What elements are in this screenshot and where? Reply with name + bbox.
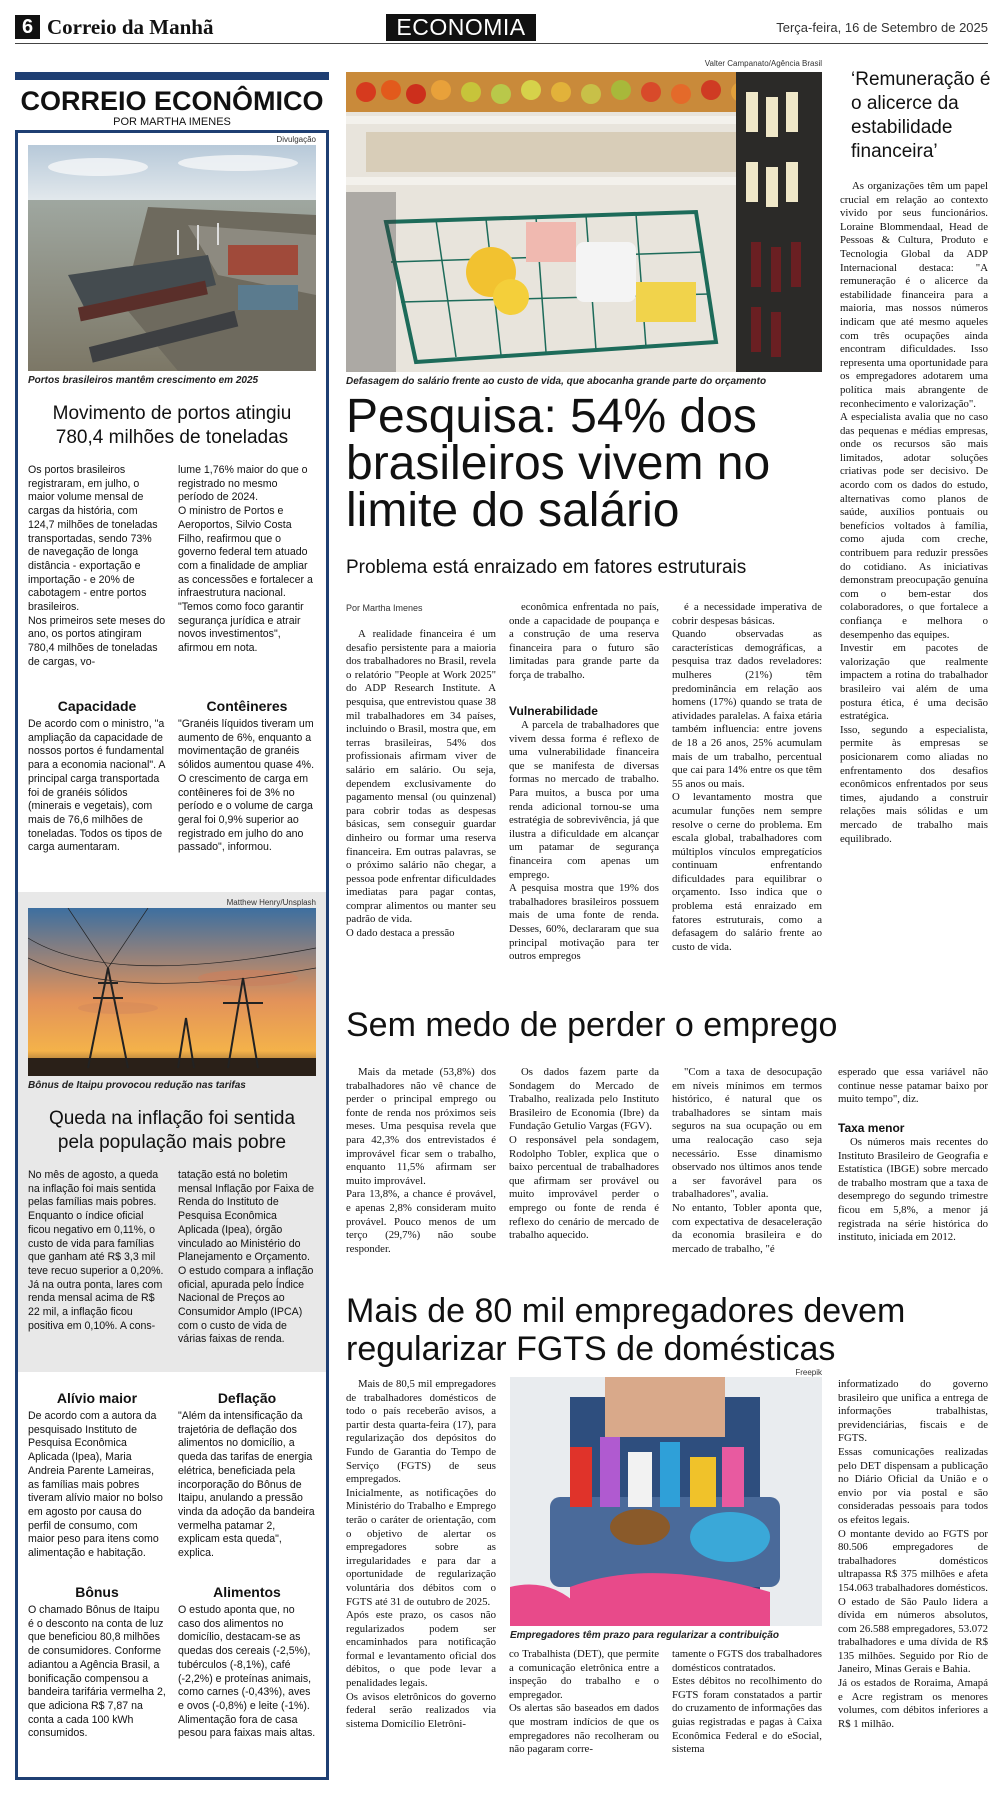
story-headline: Movimento de portos atingiu 780,4 milhões de toneladas xyxy=(52,403,292,448)
power-lines-photo xyxy=(28,908,316,1076)
article-text: A parcela de trabalhadores que vivem dessa forma é reflexo de uma vulnerabilidade financeira que se manifesta de diversas formas no mercado de trabalho. Para muitos, a busca por uma renda adicional tornou-se uma estratégia de sobrevivência, já que ilustra a dificuldade em alcançar um patamar de segurança financeira com apenas um emprego. A pesquisa mostra que 19% dos trabalhadores brasileiros possuem mais de uma fonte de renda. Desses, 60%, declararam que sua principal motivação para ter outros empregos xyxy=(509,719,659,963)
story-text: O chamado Bônus de Itaipu é o desconto na conta de luz que beneficiou 80,8 milhões de consumidores. Conforme adiantou a Agência Brasil, a bonificação compensou a bandeira tarifária vermelha 2, que adiciona R$ 7,87 na conta a cada 100 kWh consumidos. xyxy=(28,1604,166,1740)
article-text: é a necessidade imperativa de cobrir despesas básicas. Quando observadas as características demográficas, a pesquisa traz dados reveladores: mulheres (21%) têm predominância em relação aos homens (17%) quando se trata de atividades paralelas. A faixa etária também influencia: entre jovens de 18 a 26 anos, 25% acumulam mais de um trabalho, percentual que cai para 14% entre os que têm 55 anos ou mais. O levantamento mostra que acumular funções nem sempre resolve o cerne do problema. Em escala global, trabalhadores com múltiplos vínculos empregatícios continuam enfrentando dificuldades para equilibrar o orçamento. Isso indica que o problema está enraizado em fatores estruturais, como a defasagem do salário frente ao custo de vida. xyxy=(672,601,822,953)
subheading: Vulnerabilidade xyxy=(509,704,598,718)
article-text: econômica enfrentada no país, onde a capacidade de poupança e a construção de uma reserva financeira para o futuro são limitadas para grande parte da força de trabalho. xyxy=(509,601,659,681)
photo-caption: Portos brasileiros mantêm crescimento em 2025 xyxy=(28,375,259,386)
subheading: Alívio maior xyxy=(56,1390,138,1406)
sidebar-top-bar xyxy=(15,72,329,80)
pull-quote: ‘Remuneração é o alicerce da estabilidade financeira’ xyxy=(851,69,991,162)
article-text: Mais de 80,5 mil empregadores de trabalhadores domésticos de todo o país receberão avisos, a partir desta quarta-feira (17), para regularização dos depósitos do Fundo de Garantia do Tempo de Serviço (FGTS) de seus empregados. Inicialmente, as notificações do Ministério do Trabalho e Emprego terão o caráter de orientação, com o objetivo de alertar os empregadores sobre as irregularidades e para dar a oportunidade de regularização voluntária dos débitos com o FGTS até 31 de outubro de 2025. Após este prazo, os casos não regularizados podem ser encaminhados para notificação formal e levantamento oficial dos débitos, o que pode levar a penalidades legais. Os avisos eletrônicos do governo federal serão realizados via sistema Domicílio Eletrôni- xyxy=(346,1378,496,1730)
photo-credit: Divulgação xyxy=(276,135,316,144)
subheading: Capacidade xyxy=(57,698,137,714)
photo-caption: Empregadores têm prazo para regularizar a contribuição xyxy=(510,1630,779,1641)
header-rule xyxy=(15,43,988,44)
article-text: "Com a taxa de desocupação em níveis mínimos em termos histórico, é natural que os trabalhadores se sintam mais seguros na sua ocupação ou em uma realocação caso seja necessário. Esse dinamismo observado nos últimos anos tende a ser favorável para os trabalhadores", avalia. No entanto, Tobler aponta que, com expectativa de desaceleração da economia brasileira e do mercado de trabalho, "é xyxy=(672,1066,822,1255)
subheading: Contêineres xyxy=(206,698,288,714)
article-text: tamente o FGTS dos trabalhadores domésticos contratados. Estes débitos no recolhimento do FGTS foram constatados a partir do cruzamento de informações das guias registradas e pagas à Caixa Econômica Federal e do eSocial, sistema xyxy=(672,1648,822,1756)
story-text: "Além da intensificação da trajetória de deflação dos alimentos no domicílio, a queda das tarifas de energia elétrica, beneficiada pela incorporação do Bônus de Itaipu, anulando a pressão vinda da adoção da bandeira vermelha patamar 2, explicam esta queda", explica. xyxy=(178,1410,315,1560)
story-text: tatação está no boletim mensal Inflação por Faixa de Renda do Instituto de Pesquisa Econômica Aplicada (Ipea), órgão vinculado ao Ministério do Planejamento e Orçamento. O estudo compara a inflação oficial, apurada pelo Índice Nacional de Preços ao Consumidor Amplo (IPCA) com o custo de vida de várias faixas de renda. xyxy=(178,1169,315,1346)
date: Terça-feira, 16 de Setembro de 2025 xyxy=(776,20,988,35)
story-text: De acordo com o ministro, "a ampliação da capacidade de nossos portos é fundamental para a economia nacional". A principal carga transportada foi de granéis sólidos (minerais e vegetais), com mais de 76,6 milhões de toneladas. Todos os tipos de carga aumentaram. xyxy=(28,718,165,854)
subheading: Deflação xyxy=(217,1390,277,1406)
photo-credit: Valter Campanato/Agência Brasil xyxy=(704,59,822,68)
section-headline: Sem medo de perder o emprego xyxy=(346,1006,838,1044)
story-text: No mês de agosto, a queda na inflação foi mais sentida pelas famílias mais pobres. Enquanto o índice oficial ficou negativo em 0,11%, o custo de vida para famílias que ganham até R$ 3,3 mil teve recuo superior a 0,20%. Já na outra ponta, lares com renda mensal acima de R$ 22 mil, a inflação ficou positiva em 0,10%. A cons- xyxy=(28,1169,164,1332)
story-text: De acordo com a autora da pesquisado Instituto de Pesquisa Econômica Aplicada (Ipea), Maria Andreia Parente Lameiras, as famílias mais pobres tiveram alívio maior no bolso em agosto por causa do perfil de consumo, com maior peso para itens como alimentação e habitação. xyxy=(28,1410,163,1560)
section-headline: Mais de 80 mil empregadores devem regularizar FGTS de domésticas xyxy=(346,1292,906,1368)
story-text: O estudo aponta que, no caso dos alimentos no domicílio, destacam-se as quedas dos cereais (-2,5%), tubérculos (-8,1%), café (-2,2%) e proteínas animais, como carnes (-0,43%), aves e ovos (-0,8%) e leite (-1%). Alimentação fora de casa pesou para faixas mais altas. xyxy=(178,1604,316,1740)
article-text: co Trabalhista (DET), que permite a comunicação eletrônica entre a inspeção do trabalho e o empregador. Os alertas são baseados em dados que mostram indícios de que os empregadores não recolheram ou não pagaram corre- xyxy=(509,1648,659,1756)
photo-caption: Bônus de Itaipu provocou redução nas tarifas xyxy=(28,1080,246,1091)
subheading: Taxa menor xyxy=(838,1121,905,1135)
subheading: Alimentos xyxy=(213,1584,281,1600)
main-deck: Problema está enraizado em fatores estruturais xyxy=(346,557,747,578)
article-text: Os dados fazem parte da Sondagem do Mercado de Trabalho, realizada pelo Instituto Brasileiro de Economia (Ibre) da Fundação Getulio Vargas (FGV). O responsável pela sondagem, Rodolpho Tobler, explica que o baixo percentual de trabalhadores que afirmam ser provável ou muito improvável perder o emprego ou fonte de renda é reflexo do cenário de mercado de trabalho aquecido. xyxy=(509,1066,659,1242)
photo-caption: Defasagem do salário frente ao custo de vida, que abocanha grande parte do orçamento xyxy=(346,376,767,387)
supermarket-photo xyxy=(346,72,822,372)
page-number: 6 xyxy=(15,15,40,39)
story-text: Os portos brasileiros registraram, em julho, o maior volume mensal de cargas da história, com 124,7 milhões de toneladas transportadas, sendo 73% de navegação de longa distância - exportação e importação - e 20% de cabotagem - entre portos brasileiros. Nos primeiros sete meses do ano, os portos atingiram 780,4 milhões de toneladas de cargas, vo- xyxy=(28,464,166,668)
story-headline: Queda na inflação foi sentida pela população mais pobre xyxy=(48,1108,296,1153)
article-text: esperado que essa variável não continue nesse patamar baixo por muito tempo", diz. xyxy=(838,1066,988,1106)
article-text: As organizações têm um papel crucial em relação ao contexto vivido por seus funcionários. Loraine Blommendaal, Head de Pessoas & Cultura, Produto e Tecnologia Global da ADP Internacional destaca: "A remuneração é o alicerce da estabilidade financeira para a maioria, mas nossos números indicam que até mesmo aqueles com três ocupações ainda encontram dificuldades. Isso representa uma oportunidade para os empregadores adotarem uma política mais abrangente de reconhecimento e valorização". A especialista avalia que no caso das pequenas e médias empresas, onde os recursos são mais limitados, adotar soluções criativas pode ser decisivo. De acordo com os dados do estudo, alternativas como planos de saúde, auxílios pontuais ou benefícios voltados à família, como ajuda com creche, contribuem para reduzir pressões do cotidiano. As iniciativas demonstram preocupação genuína com o bem-estar dos colaboradores, o que fortalece a confiança e melhora o desempenho das equipes. Investir em pacotes de valorização que realmente impactem a rotina do trabalhador brasileiro vai além de uma postura ética, é uma decisão estratégica. Isso, segundo a especialista, permite às empresas se posicionarem como aliadas no enfrentamento dos desafios econômicos enfrentados por seus times, ajudando a construir relações mais sólidas e um mercado de trabalho mais equilibrado. xyxy=(840,180,988,845)
story-text: "Granéis líquidos tiveram um aumento de 6%, enquanto a movimentação de granéis sólidos aumentou quase 4%. O crescimento de carga em contêineres foi de 3% no período e o volume de carga geral foi 0,9% superior ao registrado em julho do ano passado", informou. xyxy=(178,718,315,854)
byline: Por Martha Imenes xyxy=(346,603,423,613)
article-text: informatizado do governo brasileiro que unifica a entrega de informações trabalhistas, previdenciárias, fiscais e de FGTS. Essas comunicações realizadas pelo DET dispensam a publicação no Diário Oficial da União e o envio por via postal e são consideradas pessoais para todos os efeitos legais. O montante devido ao FGTS por 80.506 empregadores de trabalhadores domésticos ultrapassa R$ 375 milhões e afeta 154.063 trabalhadores domésticos. O estado de São Paulo lidera a dívida em números absolutos, com 26.588 empregadores, 53.072 trabalhadores e uma dívida de R$ 135 milhões. Seguido por Rio de Janeiro, Minas Gerais e Bahia. Já os estados de Roraima, Amapá e Acre registram os menores volumes, com débitos inferiores a R$ 1 milhão. xyxy=(838,1378,988,1730)
subheading: Bônus xyxy=(75,1584,119,1600)
article-text: Os números mais recentes do Instituto Brasileiro de Geografia e Estatística (IBGE) sobre mercado de trabalho mostram que a taxa de desemprego do segundo trimestre ficou em 5,8%, a menor já registrada na série histórica do instituto, iniciada em 2012. xyxy=(838,1136,988,1244)
section-title: ECONOMIA xyxy=(386,14,536,41)
article-text: Mais da metade (53,8%) dos trabalhadores não vê chance de perder o principal emprego ou fonte de renda nos próximos seis meses. Uma pesquisa revela que para 42,3% dos entrevistados é improvável ficar sem o trabalho, enquanto 11,5% afirmam ser muito improvável. Para 13,8%, a chance é provável, e apenas 2,8% consideram muito provável. Pouco menos de um terço (29,7%) não soube responder. xyxy=(346,1066,496,1255)
photo-credit: Matthew Henry/Unsplash xyxy=(226,898,316,907)
main-headline: Pesquisa: 54% dos brasileiros vivem no limite do salário xyxy=(346,390,771,537)
cleaning-photo xyxy=(510,1377,822,1626)
photo-credit: Freepik xyxy=(795,1368,822,1377)
sidebar-byline: POR MARTHA IMENES xyxy=(113,116,231,128)
masthead: Correio da Manhã xyxy=(47,15,214,39)
article-text: A realidade financeira é um desafio persistente para a maioria dos trabalhadores no Brasil, revela o relatório "People at Work 2025" do ADP Research Institute. A pesquisa, que entrevistou quase 38 mil trabalhadores em 34 países, incluindo o Brasil, mostra que, em terras brasileiras, 54% dos profissionais afirmam viver de salário em salário. Ou seja, dependem exclusivamente do pagamento mensal (ou quinzenal) para cobrir todas as despesas básicas, sem conseguir guardar dinheiro ou formar uma reserva financeira. Em outras palavras, se o próximo salário não chegar, a pessoa pode enfrentar dificuldades imediatas para pagar contas, comprar alimentos ou manter seu padrão de vida. O dado destaca a pressão xyxy=(346,628,496,940)
port-photo xyxy=(28,145,316,371)
story-text: lume 1,76% maior do que o registrado no mesmo período de 2024. O ministro de Portos e Aeroportos, Silvio Costa Filho, reafirmou que o governo federal tem atuado com a finalidade de ampliar as concessões e fortalecer a infraestrutura nacional. "Temos como foco garantir segurança jurídica e atrair novos investimentos", afirmou em nota. xyxy=(178,464,313,655)
sidebar-title: CORREIO ECONÔMICO xyxy=(20,86,324,116)
